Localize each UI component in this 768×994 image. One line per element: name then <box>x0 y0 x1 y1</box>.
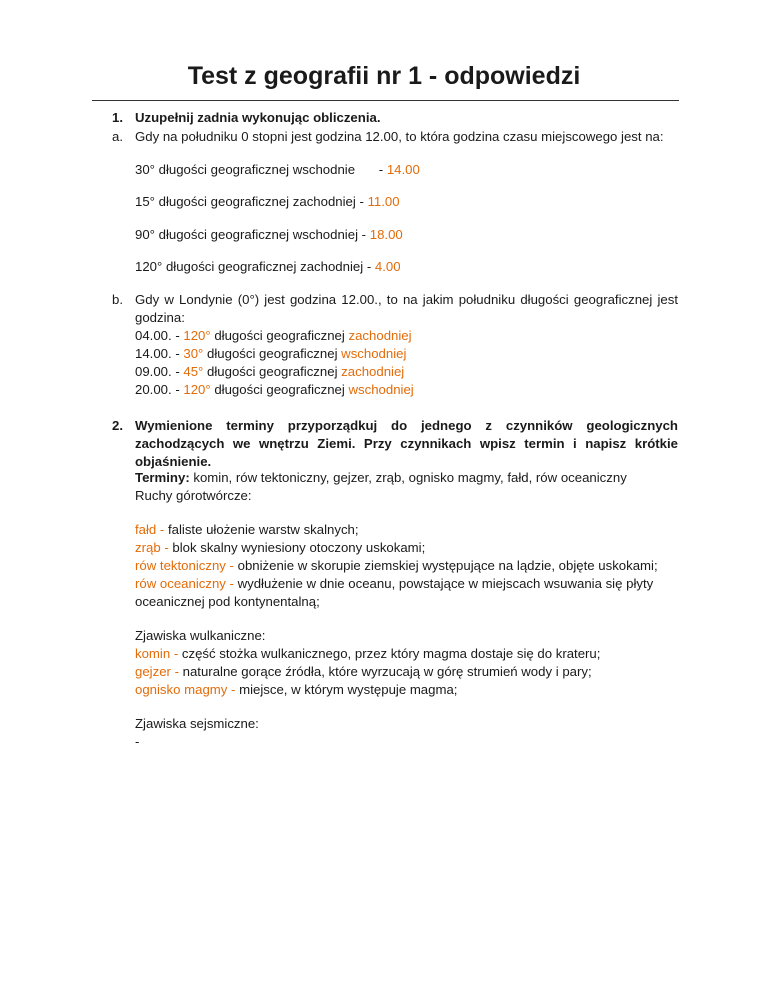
q2-number: 2. <box>112 418 123 433</box>
q1-b-text: Gdy w Londynie (0°) jest godzina 12.00., to na jakim południku długości geograficznej jest godzina: <box>135 292 678 325</box>
q2-section3-title: Zjawiska sejsmiczne: <box>135 716 259 731</box>
q1-a-item: 120° długości geograficznej zachodniej - 4.00 <box>135 259 401 274</box>
q1-a-text: Gdy na południku 0 stopni jest godzina 12.00, to która godzina czasu miejscowego jest na: <box>135 129 664 144</box>
q1-b-item: 20.00. - 120° długości geograficznej wschodniej <box>135 382 414 397</box>
q2-terms <box>135 469 627 487</box>
q2-section1-item: zrąb - blok skalny wyniesiony otoczony uskokami; <box>135 540 426 555</box>
q1-a-item-label: 90° długości geograficznej wschodniej <box>135 227 359 242</box>
q1-a-item-label: 15° długości geograficznej zachodniej <box>135 194 356 209</box>
q1-a-item-label: 30° długości geograficznej wschodnie <box>135 162 356 177</box>
q1-a-item-answer: 11.00 <box>367 194 400 209</box>
q1-a-item-answer: 4.00 <box>374 259 401 274</box>
q2-section1-item: rów tektoniczny - obniżenie w skorupie ziemskiej występujące na lądzie, objęte uskokami; <box>135 558 658 573</box>
q1-a-item-label: 120° długości geograficznej zachodniej <box>135 259 364 274</box>
q2-terms-list: komin, rów tektoniczny, gejzer, zrąb, ognisko magmy, fałd, rów oceaniczny <box>189 470 627 485</box>
q1-b-item: 09.00. - 45° długości geograficznej zachodniej <box>135 364 405 379</box>
q1-b-marker: b. <box>112 292 123 307</box>
q2-section2-item: komin - część stożka wulkanicznego, przez który magma dostaje się do krateru; <box>135 646 601 661</box>
q1-b-item: 04.00. - 120° długości geograficznej zachodniej <box>135 328 412 343</box>
q1-a-item: 90° długości geograficznej wschodniej - 18.00 <box>135 227 403 242</box>
q1-a-item-answer: 18.00 <box>369 227 403 242</box>
q1-a-item: 15° długości geograficznej zachodniej - 11.00 <box>135 194 400 209</box>
q1-number: 1. <box>112 110 123 125</box>
q1-heading: Uzupełnij zadnia wykonując obliczenia. <box>135 110 381 125</box>
q2-section2-item: ognisko magmy - miejsce, w którym występuje magma; <box>135 682 458 697</box>
page-title: Test z geografii nr 1 - odpowiedzi <box>187 62 581 90</box>
title-underline <box>92 100 679 101</box>
q2-section2-item: gejzer - naturalne gorące źródła, które wyrzucają w górę strumień wody i pary; <box>135 664 592 679</box>
q2-section1-item: rów oceaniczny - wydłużenie w dnie oceanu, powstające w miejscach wsuwania się płyty <box>135 576 654 591</box>
q2-terms-label: Terminy: <box>135 470 190 485</box>
q2-section1-title: Ruchy górotwórcze: <box>135 488 252 503</box>
q1-a-item-answer: 14.00 <box>386 162 420 177</box>
q2-section1-item: fałd - faliste ułożenie warstw skalnych; <box>135 522 359 537</box>
q1-a-item: 30° długości geograficznej wschodnie - 14.00 <box>135 162 420 177</box>
q2-section1-continuation: oceanicznej pod kontynentalną; <box>135 594 320 609</box>
q2-section3-placeholder: - <box>135 734 140 749</box>
q1-b-item: 14.00. - 30° długości geograficznej wschodniej <box>135 346 407 361</box>
q1-a-marker: a. <box>112 129 123 144</box>
q2-section2-title: Zjawiska wulkaniczne: <box>135 628 266 643</box>
q2-heading: Wymienione terminy przyporządkuj do jednego z czynników geologicznych zachodzących we wnętrzu Ziemi. Przy czynnikach wpisz termin i napisz krótkie objaśnienie. <box>135 418 678 469</box>
